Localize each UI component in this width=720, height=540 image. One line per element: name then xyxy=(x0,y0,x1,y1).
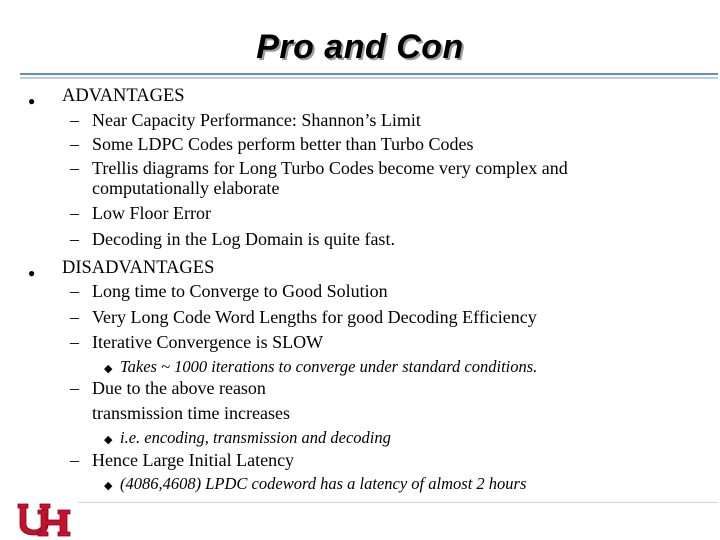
dash-icon: – xyxy=(70,203,79,223)
list-item: Low Floor Error xyxy=(92,203,211,223)
dash-icon: – xyxy=(70,450,79,470)
slide-title: Pro and Con xyxy=(256,28,464,66)
dash-icon: – xyxy=(70,158,79,178)
list-item: Trellis diagrams for Long Turbo Codes become very complex and xyxy=(92,158,568,178)
list-item: Iterative Convergence is SLOW xyxy=(92,332,324,352)
dash-icon: – xyxy=(70,134,79,154)
list-item: Decoding in the Log Domain is quite fast. xyxy=(92,229,395,249)
list-item: Near Capacity Performance: Shannon’s Limit xyxy=(92,110,421,130)
list-item: Long time to Converge to Good Solution xyxy=(92,281,388,301)
university-logo-icon xyxy=(14,500,74,538)
bullet-icon: ● xyxy=(28,94,36,108)
disadvantages-heading: DISADVANTAGES xyxy=(62,258,215,278)
list-item-continuation: transmission time increases xyxy=(92,403,290,423)
dash-icon: – xyxy=(70,332,79,352)
footer-divider xyxy=(78,502,718,503)
dash-icon: – xyxy=(70,110,79,130)
diamond-icon: ◆ xyxy=(104,434,113,446)
dash-icon: – xyxy=(70,378,79,398)
dash-icon: – xyxy=(70,307,79,327)
diamond-icon: ◆ xyxy=(104,480,113,492)
dash-icon: – xyxy=(70,281,79,301)
title-divider xyxy=(20,73,718,75)
list-item-continuation: computationally elaborate xyxy=(92,178,280,198)
sub-list-item: i.e. encoding, transmission and decoding xyxy=(120,428,391,447)
list-item: Some LDPC Codes perform better than Turbo Codes xyxy=(92,134,474,154)
title-divider-light xyxy=(20,77,718,79)
diamond-icon: ◆ xyxy=(104,363,113,375)
bullet-icon: ● xyxy=(28,266,36,280)
advantages-heading: ADVANTAGES xyxy=(62,86,185,106)
list-item: Hence Large Initial Latency xyxy=(92,450,295,470)
sub-list-item: (4086,4608) LPDC codeword has a latency of almost 2 hours xyxy=(120,474,527,493)
dash-icon: – xyxy=(70,229,79,249)
list-item: Very Long Code Word Lengths for good Decoding Efficiency xyxy=(92,307,537,327)
list-item: Due to the above reason xyxy=(92,378,266,398)
sub-list-item: Takes ~ 1000 iterations to converge under standard conditions. xyxy=(120,357,538,376)
